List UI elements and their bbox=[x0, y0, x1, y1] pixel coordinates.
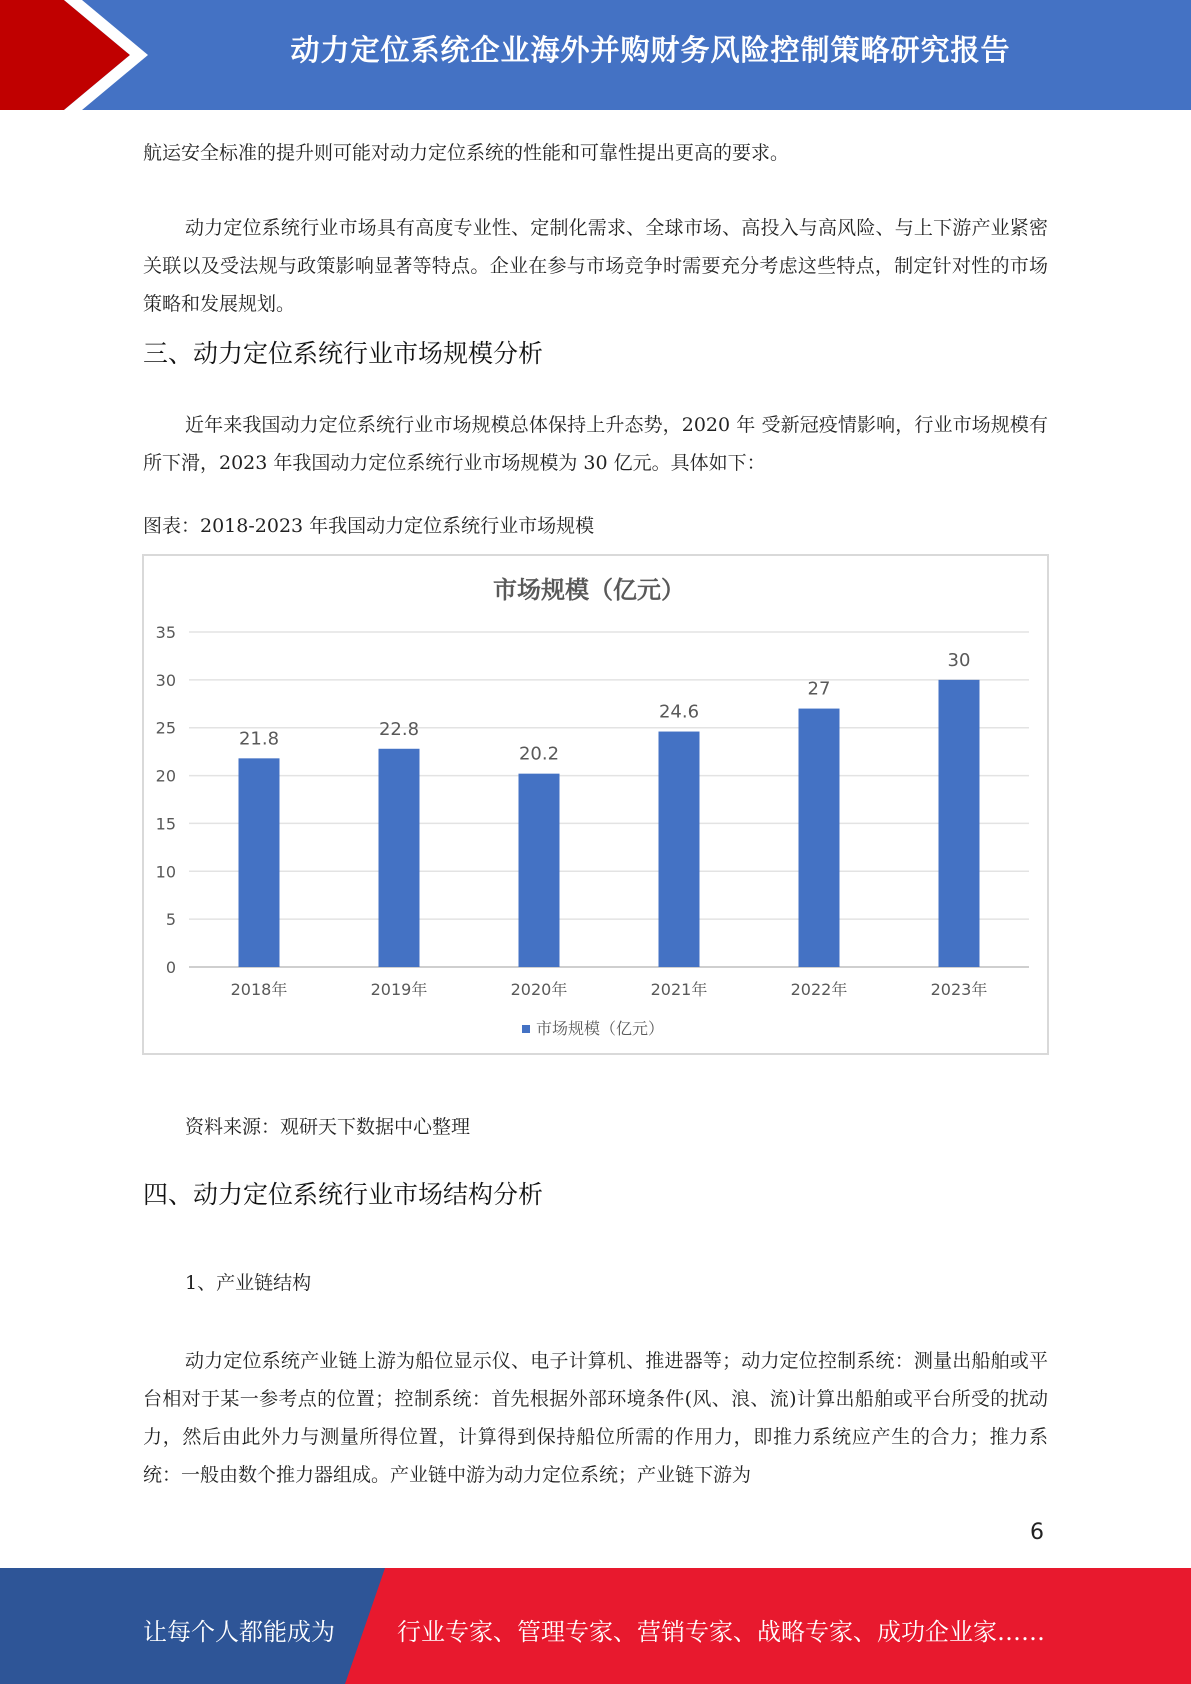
data-label: 24.6 bbox=[658, 701, 700, 723]
paragraph-1: 航运安全标准的提升则可能对动力定位系统的性能和可靠性提出更高的要求。 bbox=[143, 142, 790, 164]
footer-slogan-right: 行业专家、管理专家、营销专家、战略专家、成功企业家…… bbox=[397, 1618, 1045, 1646]
y-tick-label: 20 bbox=[155, 766, 176, 786]
chart-title: 市场规模（亿元） bbox=[493, 576, 685, 604]
x-tick-label: 2018年 bbox=[230, 980, 288, 999]
data-label: 20.2 bbox=[518, 743, 560, 765]
data-label: 22.8 bbox=[378, 718, 420, 740]
legend-swatch bbox=[522, 1025, 530, 1033]
y-tick-label: 35 bbox=[155, 623, 176, 642]
section-heading-3: 三、动力定位系统行业市场规模分析 bbox=[143, 339, 544, 368]
section-heading-4: 四、动力定位系统行业市场结构分析 bbox=[143, 1180, 544, 1209]
x-tick-label: 2022年 bbox=[790, 980, 848, 999]
data-label: 30 bbox=[947, 649, 971, 671]
x-tick-label: 2020年 bbox=[510, 980, 568, 999]
x-tick-label: 2021年 bbox=[650, 980, 708, 999]
report-title: 动力定位系统企业海外并购财务风险控制策略研究报告 bbox=[290, 33, 1011, 67]
chart-caption: 图表：2018-2023 年我国动力定位系统行业市场规模 bbox=[143, 515, 595, 537]
bar-2021年 bbox=[659, 732, 700, 967]
y-tick-label: 0 bbox=[165, 958, 176, 977]
page-footer bbox=[0, 1568, 1191, 1684]
subheading-industry-chain: 1、产业链结构 bbox=[185, 1272, 312, 1294]
bar-2023年 bbox=[939, 680, 980, 967]
chart-legend bbox=[522, 1019, 664, 1038]
legend-label: 市场规模（亿元） bbox=[536, 1019, 665, 1038]
y-tick-label: 5 bbox=[165, 910, 176, 930]
x-tick-label: 2023年 bbox=[930, 980, 988, 999]
page-number: 6 bbox=[1030, 1520, 1044, 1545]
y-tick-label: 15 bbox=[155, 814, 176, 834]
y-tick-label: 10 bbox=[155, 862, 176, 882]
market-size-chart bbox=[142, 554, 1049, 1055]
bar-2020年 bbox=[519, 774, 560, 967]
source-note: 资料来源：观研天下数据中心整理 bbox=[185, 1116, 471, 1138]
page-header bbox=[0, 0, 1191, 110]
bar-2022年 bbox=[799, 709, 840, 967]
y-tick-label: 30 bbox=[155, 670, 176, 690]
y-tick-label: 25 bbox=[155, 718, 176, 738]
bar-2019年 bbox=[379, 749, 420, 967]
paragraph-3: 近年来我国动力定位系统行业市场规模总体保持上升态势，2020 年 受新冠疫情影响，行业市场规模有所下滑，2023 年我国动力定位系统行业市场规模为 30 亿元。具体如下： bbox=[143, 414, 1048, 474]
paragraph-2: 动力定位系统行业市场具有高度专业性、定制化需求、全球市场、高投入与高风险、与上下游产业紧密关联以及受法规与政策影响显著等特点。企业在参与市场竞争时需要充分考虑这些特点，制定针对性的市场策略和发展规划。 bbox=[143, 217, 1048, 315]
data-label: 27 bbox=[807, 678, 831, 700]
paragraph-4: 动力定位系统产业链上游为船位显示仪、电子计算机、推进器等；动力定位控制系统：测量出船舶或平台相对于某一参考点的位置；控制系统：首先根据外部环境条件(风、浪、流)计算出船舶或平台所受的扰动力，然后由此外力与测量所得位置，计算得到保持船位所需的作用力，即推力系统应产生的合力；推力系统：一般由数个推力器组成。产业链中游为动力定位系统；产业链下游为 bbox=[143, 1350, 1048, 1486]
footer-slogan-left: 让每个人都能成为 bbox=[143, 1618, 335, 1646]
bar-2018年 bbox=[239, 758, 280, 967]
bar-chart-svg bbox=[144, 556, 1051, 1057]
x-tick-label: 2019年 bbox=[370, 980, 428, 999]
data-label: 21.8 bbox=[238, 728, 280, 750]
